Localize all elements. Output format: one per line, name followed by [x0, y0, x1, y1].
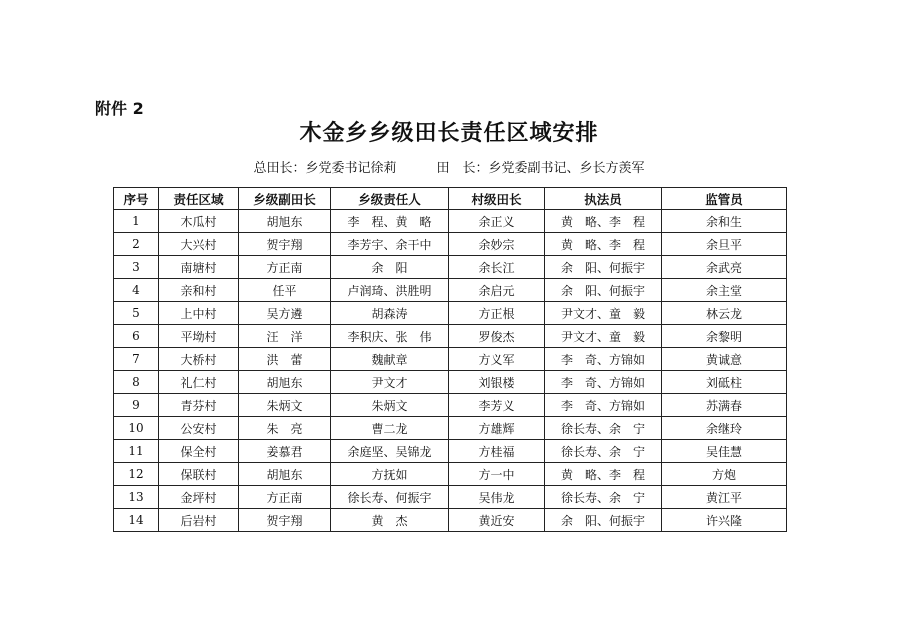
cell-deputy-leader: 姜慕君 [239, 440, 331, 463]
table-row [114, 440, 787, 463]
cell-supervisor: 方炮 [662, 463, 787, 486]
header-deputy-leader: 乡级副田长 [239, 188, 331, 210]
cell-area: 上中村 [159, 302, 239, 325]
cell-area: 礼仁村 [159, 371, 239, 394]
header-village-leader: 村级田长 [449, 188, 545, 210]
cell-index: 14 [114, 509, 159, 532]
cell-area: 平坳村 [159, 325, 239, 348]
cell-supervisor: 余黎明 [662, 325, 787, 348]
cell-index: 11 [114, 440, 159, 463]
cell-supervisor: 刘砥柱 [662, 371, 787, 394]
cell-supervisor: 黄诚意 [662, 348, 787, 371]
subtitle [0, 157, 898, 176]
table-row [114, 509, 787, 532]
table-row [114, 417, 787, 440]
cell-deputy-leader: 胡旭东 [239, 463, 331, 486]
cell-village-leader: 余妙宗 [449, 233, 545, 256]
table-row [114, 302, 787, 325]
cell-enforcer: 黄 略、李 程 [545, 210, 662, 233]
cell-township-responsible: 余 阳 [331, 256, 449, 279]
cell-village-leader: 方正根 [449, 302, 545, 325]
cell-deputy-leader: 洪 蕾 [239, 348, 331, 371]
header-township-responsible: 乡级责任人 [331, 188, 449, 210]
responsibility-table [113, 187, 787, 532]
cell-index: 10 [114, 417, 159, 440]
cell-village-leader: 方桂福 [449, 440, 545, 463]
cell-area: 南塘村 [159, 256, 239, 279]
table-row [114, 325, 787, 348]
cell-enforcer: 黄 略、李 程 [545, 233, 662, 256]
cell-index: 1 [114, 210, 159, 233]
cell-township-responsible: 李芳宇、余干中 [331, 233, 449, 256]
cell-enforcer: 余 阳、何振宇 [545, 279, 662, 302]
cell-enforcer: 尹文才、童 毅 [545, 302, 662, 325]
cell-supervisor: 余主堂 [662, 279, 787, 302]
cell-village-leader: 余启元 [449, 279, 545, 302]
cell-supervisor: 余武亮 [662, 256, 787, 279]
cell-supervisor: 林云龙 [662, 302, 787, 325]
header-index: 序号 [114, 188, 159, 210]
header-supervisor: 监管员 [662, 188, 787, 210]
cell-deputy-leader: 方正南 [239, 486, 331, 509]
cell-township-responsible: 徐长寿、何振宇 [331, 486, 449, 509]
cell-village-leader: 吴伟龙 [449, 486, 545, 509]
table-row [114, 394, 787, 417]
cell-area: 金坪村 [159, 486, 239, 509]
cell-enforcer: 徐长寿、余 宁 [545, 440, 662, 463]
cell-supervisor: 余继玲 [662, 417, 787, 440]
cell-supervisor: 许兴隆 [662, 509, 787, 532]
cell-village-leader: 方义军 [449, 348, 545, 371]
cell-area: 保联村 [159, 463, 239, 486]
cell-village-leader: 李芳义 [449, 394, 545, 417]
cell-index: 12 [114, 463, 159, 486]
cell-supervisor: 余和生 [662, 210, 787, 233]
cell-area: 大桥村 [159, 348, 239, 371]
cell-area: 青芬村 [159, 394, 239, 417]
cell-village-leader: 黄近安 [449, 509, 545, 532]
cell-township-responsible: 李积庆、张 伟 [331, 325, 449, 348]
cell-deputy-leader: 贺宇翔 [239, 233, 331, 256]
cell-deputy-leader: 胡旭东 [239, 210, 331, 233]
cell-deputy-leader: 任平 [239, 279, 331, 302]
table-row [114, 210, 787, 233]
cell-area: 大兴村 [159, 233, 239, 256]
cell-enforcer: 余 阳、何振宇 [545, 256, 662, 279]
cell-index: 9 [114, 394, 159, 417]
field-leader: 田 长：乡党委副书记、乡长方羡军 [436, 161, 645, 176]
cell-township-responsible: 黄 杰 [331, 509, 449, 532]
cell-village-leader: 刘银楼 [449, 371, 545, 394]
cell-enforcer: 黄 略、李 程 [545, 463, 662, 486]
cell-deputy-leader: 贺宇翔 [239, 509, 331, 532]
cell-township-responsible: 余庭坚、吴锦龙 [331, 440, 449, 463]
cell-deputy-leader: 朱 亮 [239, 417, 331, 440]
cell-village-leader: 余长江 [449, 256, 545, 279]
attachment-label: 附件 2 [95, 99, 144, 118]
cell-enforcer: 李 奇、方锦如 [545, 371, 662, 394]
cell-enforcer: 余 阳、何振宇 [545, 509, 662, 532]
cell-area: 亲和村 [159, 279, 239, 302]
cell-index: 6 [114, 325, 159, 348]
cell-area: 保全村 [159, 440, 239, 463]
cell-index: 5 [114, 302, 159, 325]
table-row [114, 463, 787, 486]
table-row [114, 256, 787, 279]
cell-deputy-leader: 朱炳文 [239, 394, 331, 417]
cell-supervisor: 苏满春 [662, 394, 787, 417]
cell-township-responsible: 方抚如 [331, 463, 449, 486]
cell-enforcer: 李 奇、方锦如 [545, 394, 662, 417]
cell-village-leader: 罗俊杰 [449, 325, 545, 348]
cell-township-responsible: 朱炳文 [331, 394, 449, 417]
chief-field-leader: 总田长：乡党委书记徐莉 [253, 161, 397, 176]
header-enforcer: 执法员 [545, 188, 662, 210]
table-body [114, 210, 787, 532]
cell-deputy-leader: 吴方遴 [239, 302, 331, 325]
cell-index: 2 [114, 233, 159, 256]
cell-area: 公安村 [159, 417, 239, 440]
cell-index: 3 [114, 256, 159, 279]
cell-village-leader: 余正义 [449, 210, 545, 233]
cell-township-responsible: 李 程、黄 略 [331, 210, 449, 233]
cell-enforcer: 尹文才、童 毅 [545, 325, 662, 348]
table-row [114, 233, 787, 256]
cell-index: 7 [114, 348, 159, 371]
cell-township-responsible: 曹二龙 [331, 417, 449, 440]
cell-deputy-leader: 胡旭东 [239, 371, 331, 394]
cell-township-responsible: 魏献章 [331, 348, 449, 371]
table-row [114, 348, 787, 371]
cell-supervisor: 吴佳慧 [662, 440, 787, 463]
table-header-row [114, 188, 787, 210]
cell-township-responsible: 尹文才 [331, 371, 449, 394]
cell-area: 后岩村 [159, 509, 239, 532]
cell-area: 木瓜村 [159, 210, 239, 233]
cell-supervisor: 余旦平 [662, 233, 787, 256]
cell-enforcer: 李 奇、方锦如 [545, 348, 662, 371]
table-row [114, 279, 787, 302]
table-row [114, 486, 787, 509]
cell-index: 13 [114, 486, 159, 509]
header-area: 责任区域 [159, 188, 239, 210]
table-row [114, 371, 787, 394]
document-title: 木金乡乡级田长责任区域安排 [299, 121, 599, 146]
cell-township-responsible: 胡森涛 [331, 302, 449, 325]
cell-index: 8 [114, 371, 159, 394]
cell-enforcer: 徐长寿、余 宁 [545, 486, 662, 509]
cell-index: 4 [114, 279, 159, 302]
cell-supervisor: 黄江平 [662, 486, 787, 509]
cell-township-responsible: 卢润琦、洪胜明 [331, 279, 449, 302]
cell-village-leader: 方雄辉 [449, 417, 545, 440]
cell-enforcer: 徐长寿、余 宁 [545, 417, 662, 440]
cell-deputy-leader: 方正南 [239, 256, 331, 279]
cell-deputy-leader: 汪 洋 [239, 325, 331, 348]
cell-village-leader: 方一中 [449, 463, 545, 486]
